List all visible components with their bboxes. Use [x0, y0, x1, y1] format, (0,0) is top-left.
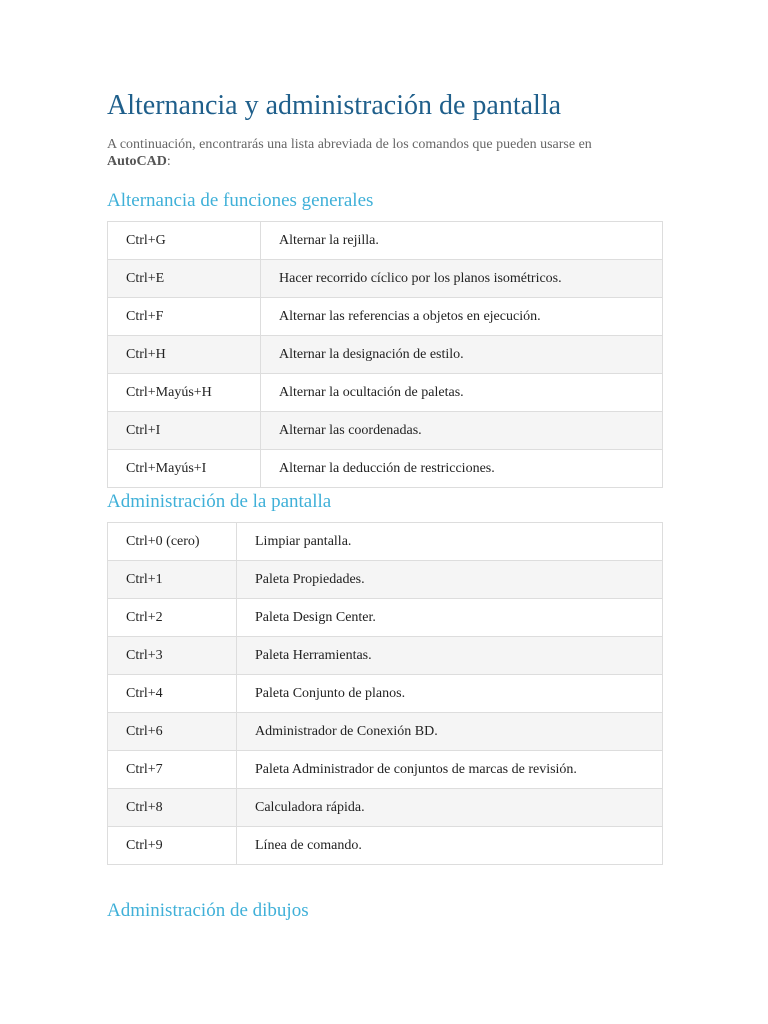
shortcut-description: Alternar las referencias a objetos en ejecución.	[261, 298, 663, 336]
shortcut-table-screen	[107, 522, 663, 865]
section-heading-drawings: Administración de dibujos	[107, 900, 309, 921]
table-row	[108, 450, 663, 488]
page-title: Alternancia y administración de pantalla	[107, 90, 562, 121]
shortcut-key: Ctrl+F	[108, 298, 261, 336]
shortcut-description: Alternar las coordenadas.	[261, 412, 663, 450]
shortcut-description: Paleta Design Center.	[237, 599, 663, 637]
table-row	[108, 336, 663, 374]
shortcut-description: Paleta Herramientas.	[237, 637, 663, 675]
shortcut-key: Ctrl+Mayús+I	[108, 450, 261, 488]
table-row	[108, 599, 663, 637]
shortcut-key: Ctrl+0 (cero)	[108, 523, 237, 561]
section-heading-general: Alternancia de funciones generales	[107, 190, 374, 211]
intro-text-end: :	[166, 154, 171, 169]
shortcut-key: Ctrl+1	[108, 561, 237, 599]
section-heading-screen: Administración de la pantalla	[107, 491, 332, 512]
shortcut-key: Ctrl+4	[108, 675, 237, 713]
shortcut-description: Alternar la ocultación de paletas.	[261, 374, 663, 412]
shortcut-description: Calculadora rápida.	[237, 789, 663, 827]
table-row	[108, 561, 663, 599]
shortcut-description: Alternar la deducción de restricciones.	[261, 450, 663, 488]
table-row	[108, 260, 663, 298]
table-row	[108, 637, 663, 675]
table-row	[108, 374, 663, 412]
shortcut-key: Ctrl+6	[108, 713, 237, 751]
shortcut-description: Limpiar pantalla.	[237, 523, 663, 561]
table-row	[108, 827, 663, 865]
shortcut-description: Administrador de Conexión BD.	[237, 713, 663, 751]
shortcut-description: Paleta Propiedades.	[237, 561, 663, 599]
shortcut-key: Ctrl+9	[108, 827, 237, 865]
shortcut-key: Ctrl+8	[108, 789, 237, 827]
table-row	[108, 713, 663, 751]
shortcut-table-general	[107, 221, 663, 488]
table-row	[108, 751, 663, 789]
shortcut-key: Ctrl+2	[108, 599, 237, 637]
table-row	[108, 675, 663, 713]
shortcut-description: Hacer recorrido cíclico por los planos isométricos.	[261, 260, 663, 298]
shortcut-key: Ctrl+Mayús+H	[108, 374, 261, 412]
shortcut-key: Ctrl+I	[108, 412, 261, 450]
table-row	[108, 523, 663, 561]
shortcut-key: Ctrl+H	[108, 336, 261, 374]
table-row	[108, 789, 663, 827]
shortcut-description: Línea de comando.	[237, 827, 663, 865]
table-row	[108, 412, 663, 450]
shortcut-key: Ctrl+G	[108, 222, 261, 260]
table-row	[108, 222, 663, 260]
shortcut-key: Ctrl+7	[108, 751, 237, 789]
table-row	[108, 298, 663, 336]
shortcut-description: Alternar la rejilla.	[261, 222, 663, 260]
shortcut-description: Paleta Conjunto de planos.	[237, 675, 663, 713]
shortcut-key: Ctrl+E	[108, 260, 261, 298]
shortcut-key: Ctrl+3	[108, 637, 237, 675]
shortcut-description: Paleta Administrador de conjuntos de marcas de revisión.	[237, 751, 663, 789]
intro-text: A continuación, encontrarás una lista abreviada de los comandos que pueden usarse en	[107, 137, 592, 152]
intro-product-name: AutoCAD	[107, 154, 167, 169]
shortcut-description: Alternar la designación de estilo.	[261, 336, 663, 374]
intro-paragraph	[107, 136, 627, 170]
